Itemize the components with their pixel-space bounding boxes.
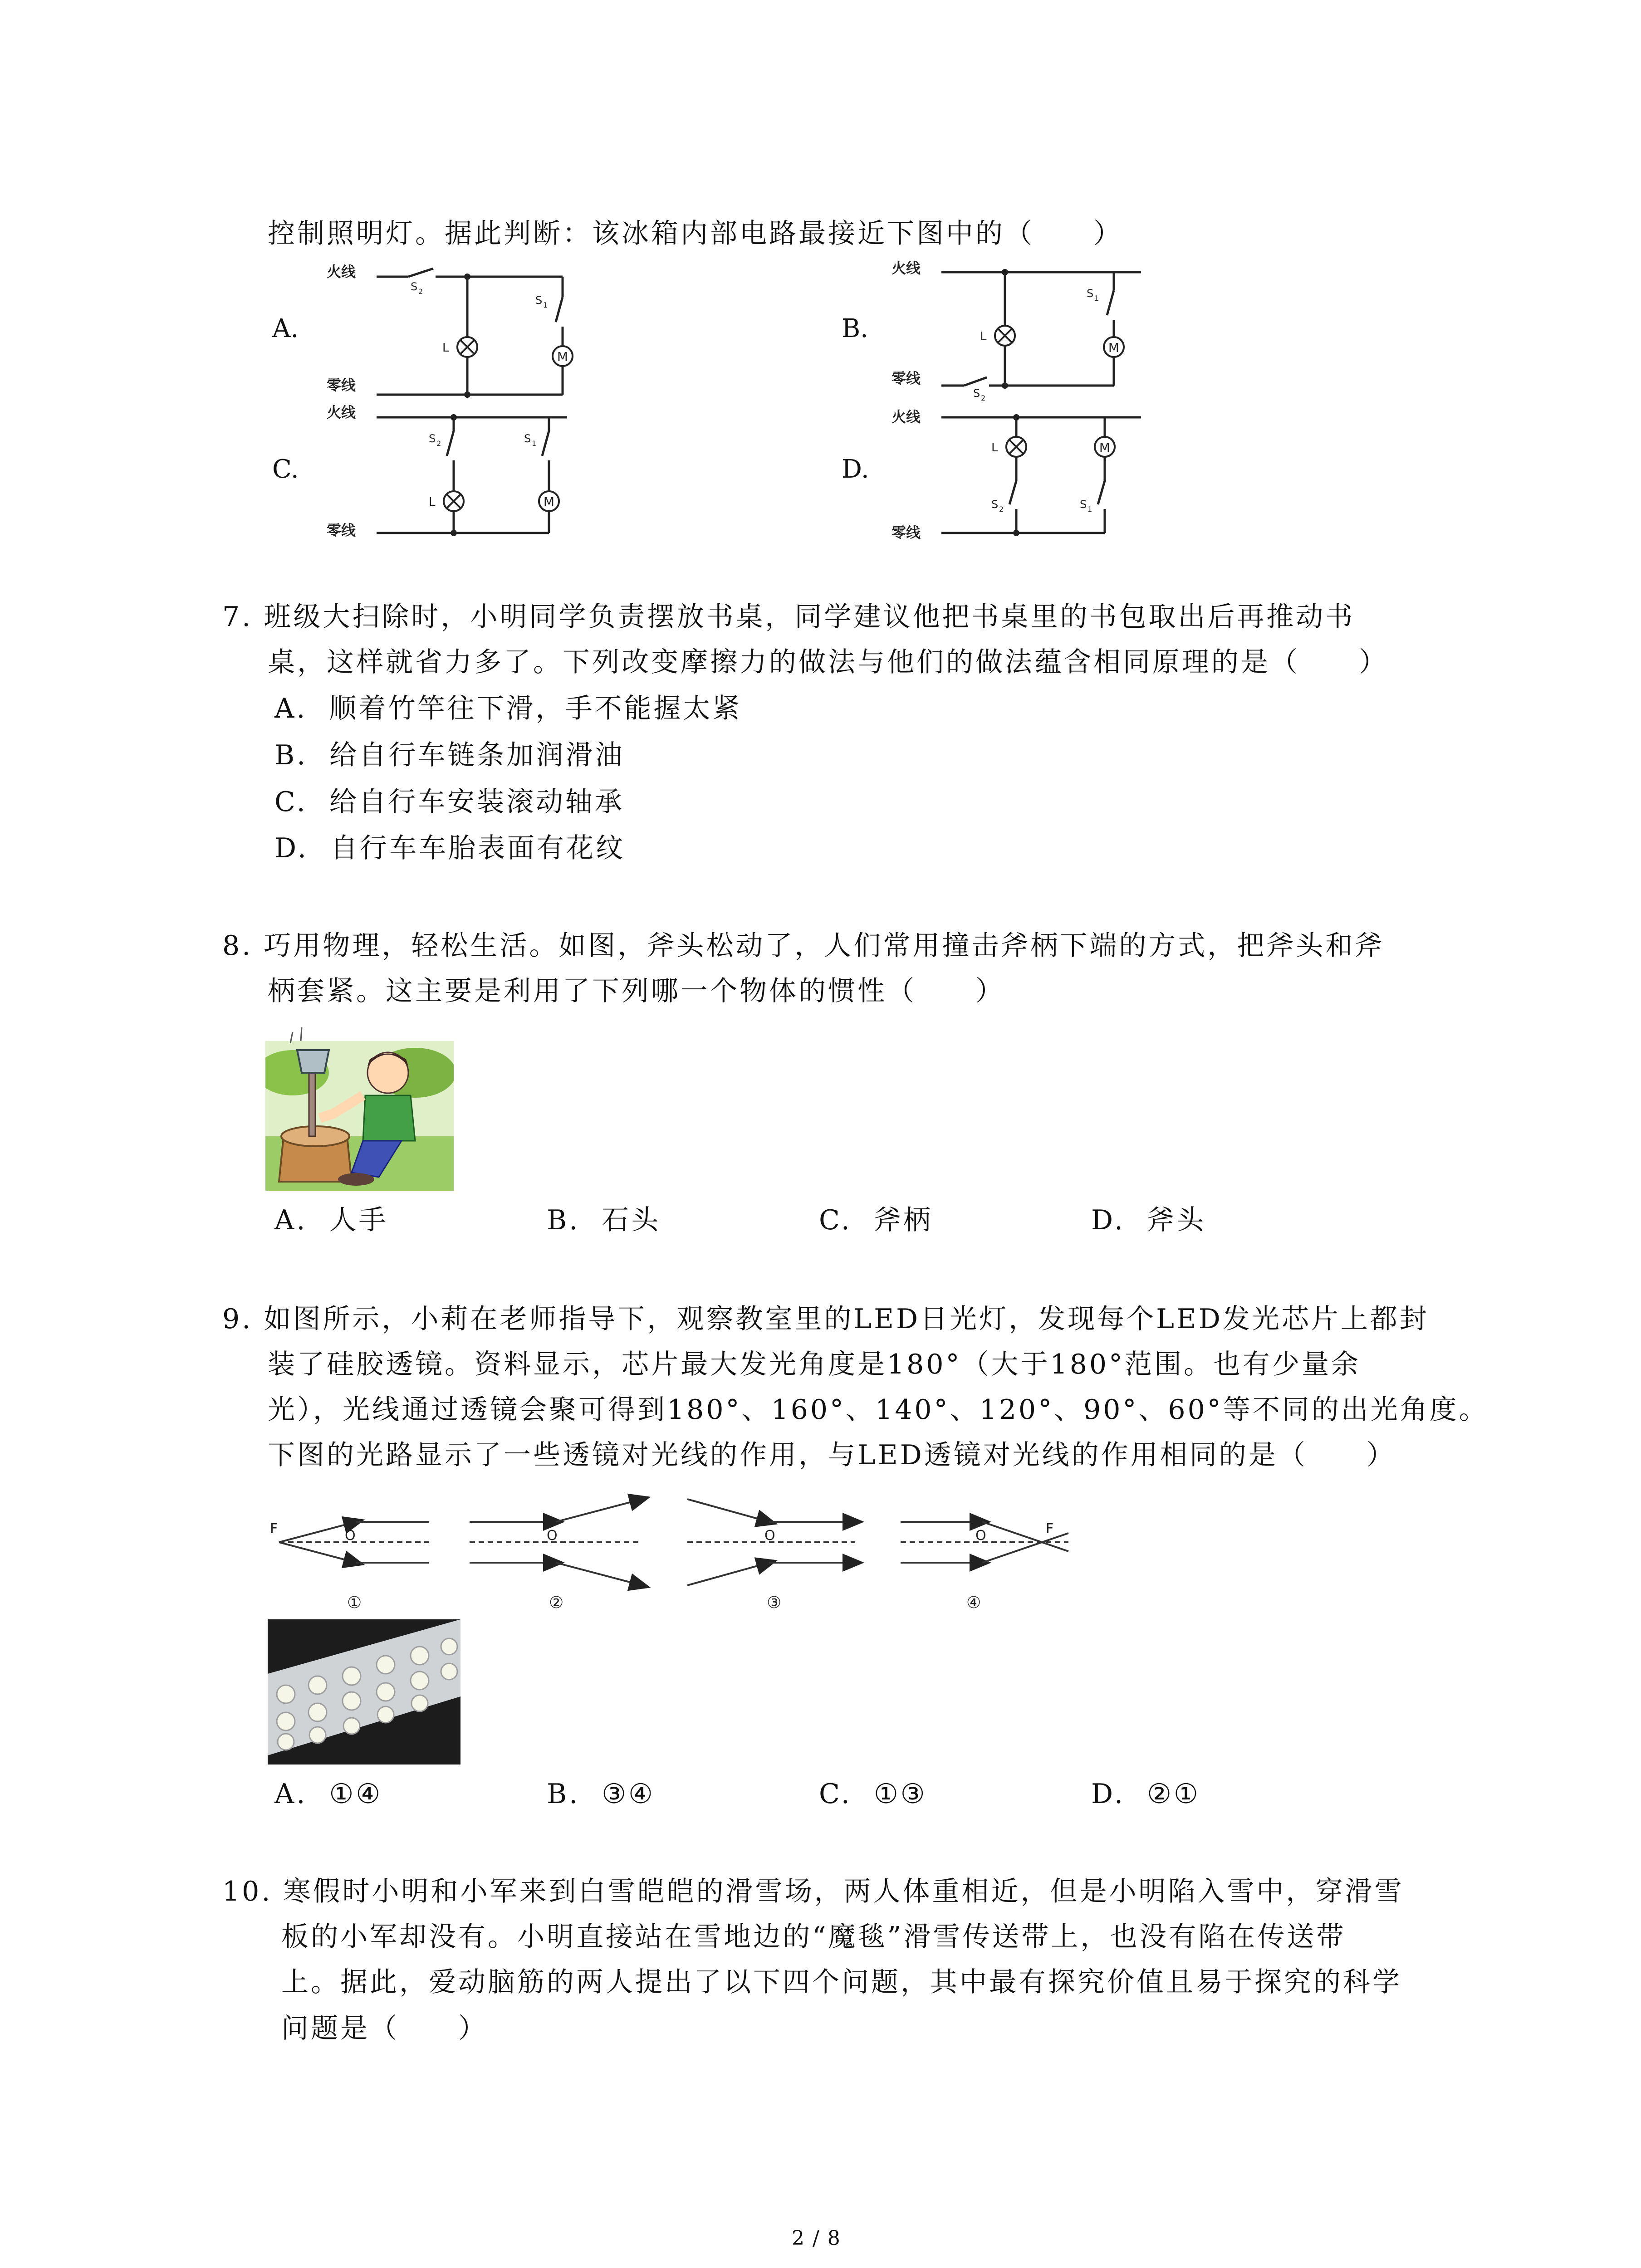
q7-option-a: A. 顺着竹竿往下滑，手不能握太紧	[274, 693, 742, 724]
q10-stem-line-4: 问题是（ ）	[281, 2013, 488, 2044]
svg-text:S: S	[429, 432, 436, 445]
q8-option-a: A. 人手	[274, 1204, 388, 1236]
q8-stem-line-1: 8. 巧用物理，轻松生活。如图，斧头松动了，人们常用撞击斧柄下端的方式，把斧头和斧	[222, 930, 1385, 962]
q10-stem-line-3: 上。据此，爱动脑筋的两人提出了以下四个问题，其中最有探究价值且易于探究的科学	[281, 1966, 1402, 1998]
svg-text:2: 2	[436, 439, 441, 448]
s2-sub: 2	[418, 287, 423, 296]
svg-text:L: L	[980, 330, 987, 343]
circuit-diagram-c	[322, 404, 603, 549]
led-panel-photo	[268, 1619, 460, 1765]
q9-stem-line-2: 装了硅胶透镜。资料显示，芯片最大发光角度是180°（大于180°范围。也有少量余	[268, 1349, 1361, 1380]
circuit-diagram-b	[887, 259, 1168, 408]
lens-light-path-diagrams	[265, 1483, 1082, 1615]
s1-label: S	[535, 294, 543, 307]
q9-stem-line-1: 9. 如图所示，小莉在老师指导下，观察教室里的LED日光灯，发现每个LED发光芯片上都封	[222, 1303, 1429, 1335]
motor-label: M	[557, 349, 568, 364]
q7-option-d: D. 自行车车胎表面有花纹	[274, 832, 626, 864]
q9-option-d: D. ②①	[1091, 1778, 1200, 1810]
live-wire-label: 火线	[327, 263, 356, 280]
q9-stem-line-3: 光），光线通过透镜会聚可得到180°、160°、140°、120°、90°、60°等不同的出光角度。	[268, 1394, 1489, 1426]
q8-option-d: D. 斧头	[1091, 1204, 1206, 1236]
page-number: 2 / 8	[792, 2227, 841, 2250]
svg-text:M: M	[1108, 340, 1120, 355]
center-label: O	[345, 1528, 356, 1544]
svg-text:火线: 火线	[892, 259, 921, 277]
q9-option-a: A. ①④	[274, 1778, 383, 1810]
q9-option-c: C. ①③	[819, 1778, 927, 1810]
svg-text:火线: 火线	[892, 408, 921, 425]
focus-label: F	[270, 1521, 278, 1537]
svg-text:O: O	[764, 1528, 775, 1544]
q9-option-b: B. ③④	[547, 1778, 655, 1810]
svg-text:S: S	[524, 432, 531, 445]
q7-stem-line-2: 桌，这样就省力多了。下列改变摩擦力的做法与他们的做法蕴含相同原理的是（ ）	[268, 646, 1388, 678]
diagram-4-label: ④	[966, 1593, 981, 1612]
q9-stem-line-4: 下图的光路显示了一些透镜对光线的作用，与LED透镜对光线的作用相同的是（ ）	[268, 1439, 1396, 1471]
svg-text:M: M	[543, 494, 555, 509]
svg-text:L: L	[991, 441, 998, 455]
q7-option-c: C. 给自行车安装滚动轴承	[274, 786, 624, 818]
q8-option-c: C. 斧柄	[819, 1204, 933, 1236]
svg-text:2: 2	[981, 394, 986, 402]
q8-stem-line-2: 柄套紧。这主要是利用了下列哪一个物体的惯性（ ）	[268, 975, 1005, 1007]
svg-text:零线: 零线	[327, 522, 356, 539]
q6-option-c-label: C.	[272, 455, 299, 484]
diagram-1-label: ①	[347, 1593, 362, 1612]
q6-option-a-label: A.	[272, 314, 299, 343]
s2-label: S	[411, 280, 418, 293]
svg-text:S: S	[1087, 287, 1094, 300]
svg-text:零线: 零线	[892, 370, 921, 387]
q6-option-b-label: B.	[842, 314, 868, 343]
lamp-label: L	[442, 341, 449, 355]
svg-text:O: O	[975, 1528, 986, 1544]
svg-text:S: S	[991, 498, 999, 511]
axe-illustration	[265, 1023, 454, 1191]
svg-text:1: 1	[1094, 294, 1099, 303]
q7-stem-line-1: 7. 班级大扫除时，小明同学负责摆放书桌，同学建议他把书桌里的书包取出后再推动书	[222, 601, 1355, 633]
s1-sub: 1	[543, 301, 548, 309]
svg-text:2: 2	[999, 505, 1004, 513]
svg-text:火线: 火线	[327, 404, 356, 421]
svg-text:S: S	[973, 387, 980, 400]
svg-text:1: 1	[1087, 505, 1092, 513]
q10-stem-line-2: 板的小军却没有。小明直接站在雪地边的“魔毯”滑雪传送带上，也没有陷在传送带	[281, 1921, 1346, 1953]
circuit-diagram-a	[322, 259, 603, 408]
q7-option-b: B. 给自行车链条加润滑油	[274, 739, 625, 771]
svg-text:1: 1	[532, 439, 537, 448]
neutral-wire-label: 零线	[327, 376, 356, 394]
svg-text:S: S	[1080, 498, 1087, 511]
q6-stem-tail: 控制照明灯。据此判断：该冰箱内部电路最接近下图中的（ ）	[268, 218, 1123, 249]
q10-stem-line-1: 10. 寒假时小明和小军来到白雪皑皑的滑雪场，两人体重相近，但是小明陷入雪中，穿滑雪	[222, 1876, 1404, 1907]
svg-text:O: O	[547, 1528, 558, 1544]
svg-text:零线: 零线	[892, 524, 921, 541]
q6-option-d-label: D.	[842, 455, 869, 484]
q8-option-b: B. 石头	[547, 1204, 661, 1236]
diagram-2-label: ②	[549, 1593, 564, 1612]
diagram-3-label: ③	[767, 1593, 782, 1612]
svg-text:L: L	[429, 495, 436, 509]
svg-text:M: M	[1099, 440, 1111, 455]
circuit-diagram-d	[887, 404, 1168, 549]
svg-text:F: F	[1046, 1521, 1054, 1537]
